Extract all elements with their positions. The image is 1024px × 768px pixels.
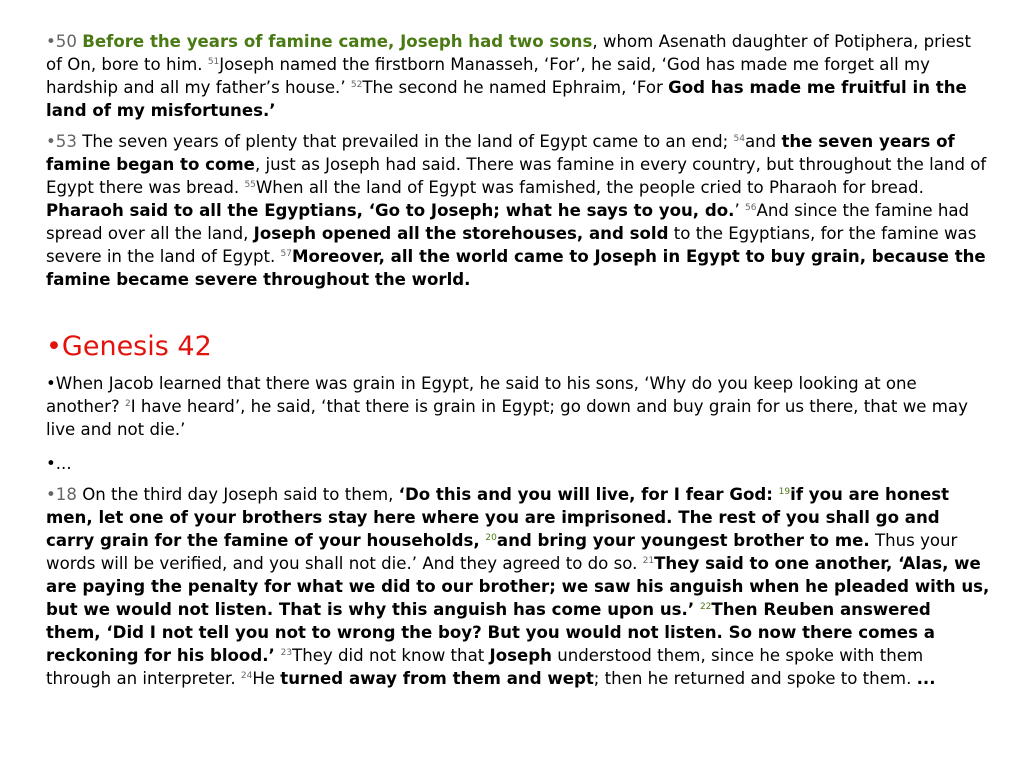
verse-number: 55 — [244, 180, 256, 190]
verse-number: 22 — [699, 602, 712, 612]
body-text: I have heard’, he said, ‘that there is grain in Egypt; go down and buy grain for us there, that we may live and not die.’ — [46, 397, 968, 439]
body-text: ’ — [734, 201, 746, 220]
verse-number: 54 — [733, 134, 745, 144]
emphasis-text: ... — [916, 669, 936, 688]
body-text: He — [252, 669, 281, 688]
body-text: to the Egyptians, for the famine was severe in the land of Egypt. — [46, 224, 977, 266]
verse-number: 21 — [642, 556, 655, 566]
paragraph-genesis-41-50 — [46, 30, 990, 122]
verse-number: 56 — [745, 203, 757, 213]
emphasis-text: They said to one another, ‘Alas, we are paying the penalty for what we did to our brother; we saw his anguish when he pleaded with us, but we would not listen. That is why this anguish has come upon us.’ — [46, 554, 990, 619]
body-text: Thus your words will be verified, and you shall not die.’ And they agreed to do so. — [46, 531, 958, 573]
verse-number: 52 — [350, 80, 363, 90]
emphasis-text: Pharaoh said to all the Egyptians, ‘Go to Joseph; what he says to you, do. — [46, 201, 735, 220]
verse-number: 2 — [124, 399, 131, 409]
emphasis-text: Joseph — [489, 646, 552, 665]
body-text: ; then he returned and spoke to them. — [593, 669, 917, 688]
emphasis-text: turned away from them and wept — [280, 669, 594, 688]
verse-number: 24 — [240, 671, 253, 681]
emphasis-text: God has made me fruitful in the land of my misfortunes.’ — [46, 78, 967, 120]
emphasis-text: if you are honest men, let one of your brothers stay here where you are imprisoned. The rest of you shall go and carry grain for the famine of your households, — [46, 485, 950, 550]
body-text: Joseph named the firstborn Manasseh, ‘For’, he said, ‘God has made me forget all my hardship and all my father’s house.’ — [46, 55, 930, 97]
body-text: •When Jacob learned that there was grain in Egypt, he said to his sons, ‘Why do you keep looking at one another? — [46, 374, 917, 416]
emphasis-text: ‘Do this and you will live, for I fear God: — [398, 485, 779, 504]
paragraph-genesis-42-18 — [46, 483, 990, 690]
body-text: When all the land of Egypt was famished, the people cried to Pharaoh for bread. — [255, 178, 924, 197]
section-heading: •Genesis 42 — [46, 331, 212, 362]
bullet: • — [46, 32, 56, 51]
emphasis-text: Before the years of famine came, Joseph had two sons — [82, 32, 593, 51]
emphasis-text: Moreover, all the world came to Joseph in Egypt to buy grain, because the famine became severe throughout the world. — [46, 247, 986, 289]
emphasis-text: the seven years of famine began to come — [46, 132, 955, 174]
body-text: They did not know that — [292, 646, 490, 665]
body-text: And since the famine had spread over all the land, — [46, 201, 970, 243]
body-text: and — [744, 132, 782, 151]
paragraph-ellipsis: •... — [46, 454, 72, 473]
body-text: , just as Joseph had said. There was famine in every country, but throughout the land of Egypt there was bread. — [46, 155, 987, 197]
paragraph-genesis-41-53 — [46, 130, 990, 291]
body-text: understood them, since he spoke with them through an interpreter. — [46, 646, 924, 688]
bullet: • — [46, 132, 56, 151]
verse-number: 18 — [55, 485, 77, 504]
body-text: On the third day Joseph said to them, — [76, 485, 399, 504]
emphasis-text: Joseph opened all the storehouses, and sold — [253, 224, 669, 243]
verse-number: 57 — [280, 249, 292, 259]
verse-number: 20 — [485, 533, 497, 543]
body-text: The seven years of plenty that prevailed in the land of Egypt came to an end; — [76, 132, 734, 151]
verse-number: 53 — [55, 132, 77, 151]
body-text: , whom Asenath daughter of Potiphera, priest of On, bore to him. — [46, 32, 971, 74]
body-text: The second he named Ephraim, ‘For — [362, 78, 669, 97]
verse-number: 19 — [778, 487, 791, 497]
paragraph-genesis-42-1 — [46, 372, 990, 441]
verse-number: 23 — [280, 648, 293, 658]
verse-number: 51 — [207, 57, 220, 67]
verse-number: 50 — [55, 32, 77, 51]
bullet: • — [46, 485, 56, 504]
emphasis-text: and bring your youngest brother to me. — [496, 531, 870, 550]
emphasis-text: Then Reuben answered them, ‘Did I not tell you not to wrong the boy? But you would not listen. So now there comes a reckoning for his blood.’ — [46, 600, 935, 665]
